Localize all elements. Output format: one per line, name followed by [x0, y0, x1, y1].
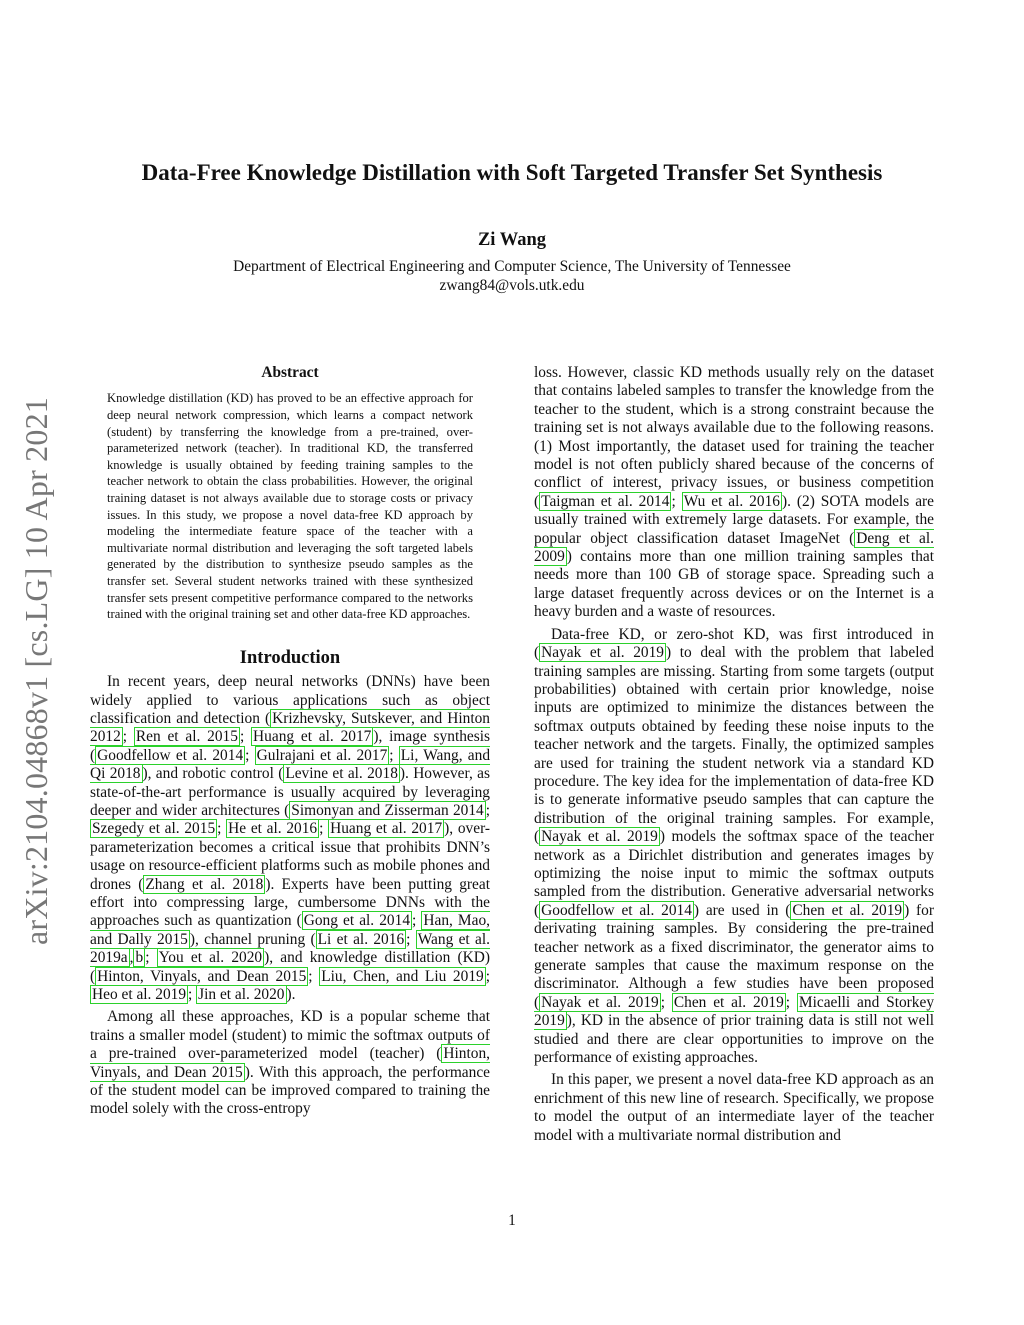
email: zwang84@vols.utk.edu [439, 277, 585, 294]
citation-link[interactable]: Zhang et al. 2018 [145, 875, 264, 893]
citation-link[interactable]: Nayak et al. 2019 [541, 828, 658, 846]
citation-link[interactable]: Gong et al. 2014 [303, 912, 411, 930]
citation-link[interactable]: Li et al. 2016 [317, 930, 405, 948]
right-column [534, 364, 934, 1149]
citation-link[interactable]: You et al. 2020 [158, 949, 263, 967]
citation-link[interactable]: Nayak et al. 2019 [541, 993, 659, 1011]
introduction-heading: Introduction [239, 647, 341, 668]
citation-link[interactable]: Micaelli and Storkey 2019 [534, 993, 935, 1030]
right-paragraph-3: In this paper, we present a novel data-free KD approach as an enrichment of this new line of research. Specifically, we propose to model the output of an intermediate layer of the teacher model with a multivariate normal distribution and [534, 1071, 934, 1144]
author-affiliation-block [0, 257, 1024, 295]
citation-link[interactable]: Krizhevsky, Sutskever, and Hinton 2012 [90, 709, 490, 746]
citation-link[interactable]: Chen et al. 2019 [673, 993, 784, 1011]
citation-link[interactable]: Heo et al. 2019 [92, 986, 187, 1004]
citation-link[interactable]: Levine et al. 2018 [285, 765, 398, 783]
citation-link[interactable]: Huang et al. 2017 [253, 728, 372, 746]
abstract-text: Knowledge distillation (KD) has proved to be an effective approach for deep neural network compression, which learns a compact network (student) by transferring the knowledge from a pre-trained, over-parameterized network (teacher). In traditional KD, the transferred knowledge is usually obtained by feeding training samples to the teacher network to obtain the class probabilities. However, the original training dataset is not always available due to storage costs or privacy issues. In this study, we propose a novel data-free KD approach by modeling the intermediate feature space of the teacher with a multivariate normal distribution and leveraging the soft targeted labels generated by the distribution to synthesize pseudo samples as the transfer set. Several student networks trained with these synthesized transfer sets present competitive performance compared to the networks trained with the original training set and other data-free KD approaches. [107, 391, 473, 622]
citation-link[interactable]: Goodfellow et al. 2014 [97, 746, 244, 764]
page-number: 1 [508, 1212, 516, 1229]
citation-link[interactable]: Jin et al. 2020 [198, 986, 285, 1004]
citation-link[interactable]: Ren et al. 2015 [135, 728, 238, 746]
affiliation: Department of Electrical Engineering and Computer Science, The University of Tennessee [233, 258, 791, 275]
citation-link[interactable]: Simonyan and Zisserman 2014 [291, 801, 484, 819]
abstract-heading: Abstract [261, 364, 319, 381]
citation-link[interactable]: Han, Mao, and Dally 2015 [90, 912, 490, 948]
citation-link[interactable]: Huang et al. 2017 [330, 820, 443, 838]
citation-link[interactable]: Deng et al. 2009 [534, 529, 935, 566]
citation-link[interactable]: b [135, 949, 144, 967]
citation-link[interactable]: Wu et al. 2016 [683, 492, 780, 510]
right-paragraph-1: loss. However, classic KD methods usually rely on the dataset that contains labeled samples to transfer the knowledge from the teacher to the student, which is a strong constraint because the training set is not always available due to the following reasons. (1) Most importantly, the dataset used for training the teacher model is not often publicly shared because of the concerns of conflict of interest, privacy issues, or business competition ( Taigman et al. 2014 ; Wu et al. 2016 ). (2) SOTA models are usually trained with extremely large datasets. For example, the popular object classification dataset ImageNet ( Deng et al. 2009 ) contains more than one million training samples that needs more than 100 GB of storage space. Spreading such a large dataset frequently across devices or on the Internet is a heavy burden and a waste of resources. [534, 364, 935, 621]
citation-link[interactable]: Goodfellow et al. 2014 [541, 901, 692, 919]
right-paragraph-2: Data-free KD, or zero-shot KD, was first introduced in ( Nayak et al. 2019 ) to deal with the problem that labeled training samples are missing. Starting from some targets (output probabilities) obtained with certain prior knowledge, noise inputs are optimized to minimize the distances between the softmax outputs obtained by feeding these noise inputs to the teacher network and the targets. Finally, the optimized samples are used for training the student network via a standard KD procedure. The key idea for the implementation of data-free KD is to generate informative pseudo samples that can capture the distribution of the original training samples. For example, ( Nayak et al. 2019 ) models the softmax space of the teacher network as a Dirichlet distribution and generates images by optimizing the noise input to mimic the softmax outputs sampled from the distribution. Generative adversarial networks ( Goodfellow et al. 2014 ) are used in ( Chen et al. 2019 ) for derivating training samples. By considering the pre-trained teacher network as a fixed discriminator, the generator aims to generate samples that cause the maximum response on the discriminator. Although a few studies have been proposed ( Nayak et al. 2019 ; Chen et al. 2019 ; Micaelli and Storkey 2019 ), KD in the absence of prior training data is still not well studied and there are clear opportunities to improve on the performance of existing approaches. [534, 625, 935, 1067]
left-column [90, 364, 490, 1123]
author-name: Zi Wang [477, 230, 547, 250]
citation-link[interactable]: He et al. 2016 [228, 820, 318, 838]
intro-paragraph-1: In recent years, deep neural networks (DNNs) have been widely applied to various applications such as object classification and detection ( Krizhevsky, Sutskever, and Hinton 2012 ; Ren et al. 2015 ; Huang et al. 2017 ), image synthesis ( Goodfellow et al. 2014 ; Gulrajani et al. 2017 ; Li, Wang, and Qi 2018 ), and robotic control ( Levine et al. 2018 ). However, as state-of-the-art performance is usually acquired by leveraging deeper and wider architectures ( Simonyan and Zisserman 2014 ; Szegedy et al. 2015 ; He et al. 2016 ; Huang et al. 2017 ), over-parameterization becomes a critical issue that prohibits DNN’s usage on resource-efficient platforms such as mobile phones and drones ( Zhang et al. 2018 ). Experts have been putting great effort into compressing large, cumbersome DNNs with the approaches such as quantization ( Gong et al. 2014 ; Han, Mao, and Dally 2015 ), channel pruning ( Li et al. 2016 ; Wang et al. 2019a , b ; You et al. 2020 ), and knowledge distillation (KD) ( Hinton, Vinyals, and Dean 2015 ; Liu, Chen, and Liu 2019 ; Heo et al. 2019 ; Jin et al. 2020 ). [90, 673, 491, 1004]
citation-link[interactable]: Szegedy et al. 2015 [92, 820, 216, 838]
citation-link[interactable]: Hinton, Vinyals, and Dean 2015 [90, 1045, 490, 1081]
paper-title: Data-Free Knowledge Distillation with Soft Targeted Transfer Set Synthesis [141, 160, 883, 185]
intro-paragraph-2: Among all these approaches, KD is a popular scheme that trains a smaller model (student) to mimic the softmax outputs of a pre-trained over-parameterized model (teacher) ( Hinton, Vinyals, and Dean 2015 ). With this approach, the performance of the student model can be improved compared to training the model solely with the cross-entropy [90, 1008, 490, 1118]
citation-link[interactable]: Liu, Chen, and Liu 2019 [321, 967, 484, 985]
citation-link[interactable]: Nayak et al. 2019 [541, 644, 664, 662]
citation-link[interactable]: Taigman et al. 2014 [541, 492, 670, 510]
citation-link[interactable]: Hinton, Vinyals, and Dean 2015 [97, 967, 307, 985]
citation-link[interactable]: Wang et al. 2019a [90, 930, 490, 967]
citation-link[interactable]: Chen et al. 2019 [792, 901, 903, 919]
arxiv-identifier-stamp: arXiv:2104.04868v1 [cs.LG] 10 Apr 2021 [18, 397, 54, 945]
citation-link[interactable]: Gulrajani et al. 2017 [256, 746, 388, 764]
citation-link[interactable]: Li, Wang, and Qi 2018 [90, 746, 491, 783]
